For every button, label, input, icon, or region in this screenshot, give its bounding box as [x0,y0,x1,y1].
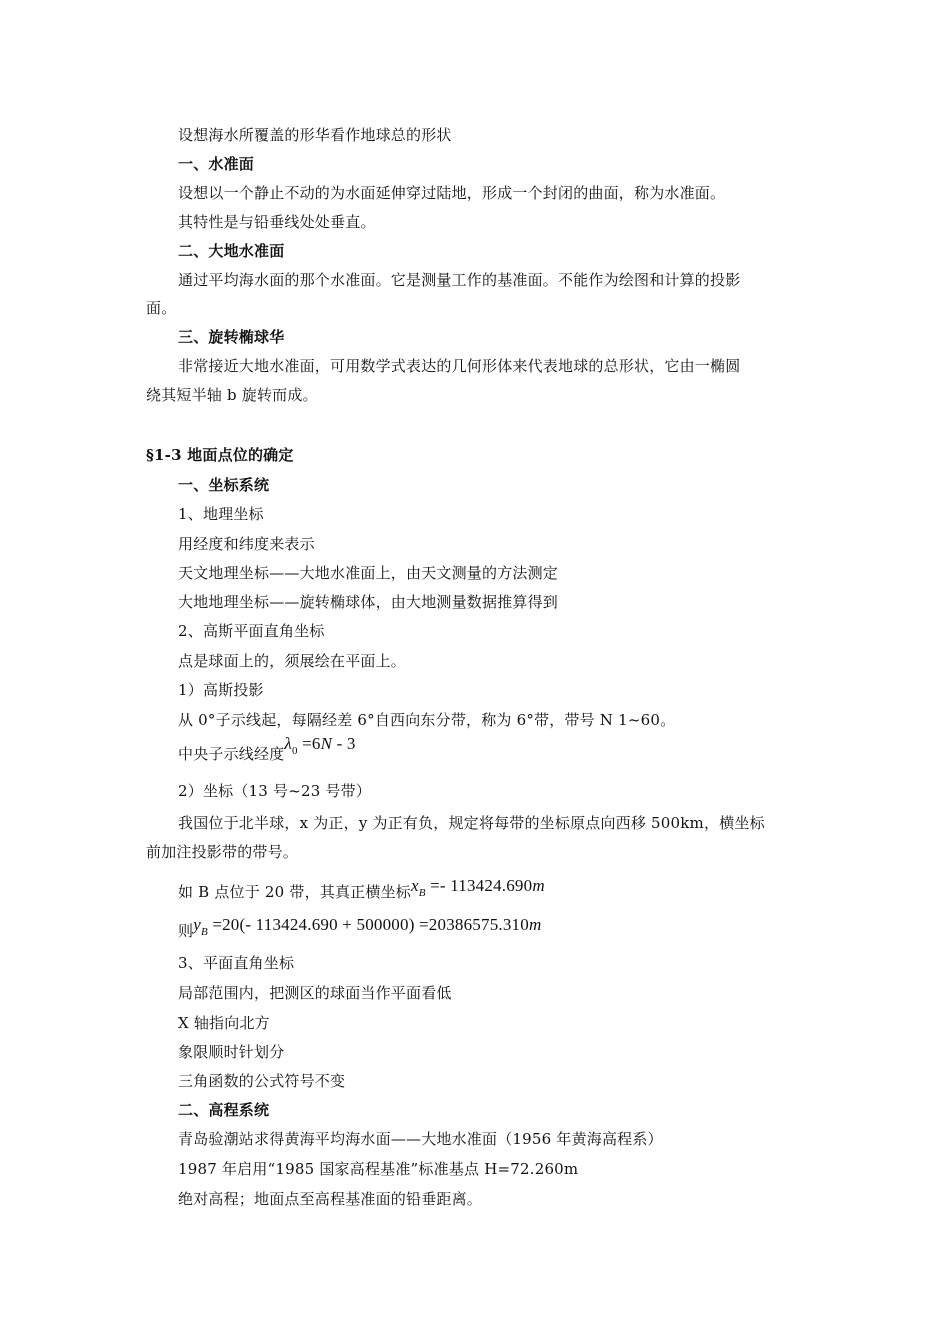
heading-height-system: 二、高程系统 [178,1101,270,1119]
paragraph-geodetic-coords: 大地地理坐标——旋转椭球体，由大地测量数据推算得到 [178,593,559,611]
heading-level-surface: 一、水准面 [178,155,255,173]
paragraph-ellipsoid-line1: 非常接近大地水准面，可用数学式表达的几何形体来代表地球的总形状，它由一椭圆 [178,357,741,375]
formula-line-xb [178,876,545,904]
subheading-gauss-coords: 2、高斯平面直角坐标 [178,622,325,640]
formula-central-meridian: $\lambda_0 =6N - 3$ [284,734,356,757]
formula-line-yb [178,915,542,943]
formula-label: 则 [178,922,194,940]
subheading-gauss-projection: 1）高斯投影 [178,681,264,699]
paragraph-sphere-to-plane: 点是球面上的，须展绘在平面上。 [178,652,407,670]
paragraph-level-surface-def: 设想以一个静止不动的为水面延伸穿过陆地，形成一个封闭的曲面，称为水准面。 [178,184,726,202]
paragraph-ellipsoid-line2: 绕其短半轴 b 旋转而成。 [146,386,318,404]
heading-geoid: 二、大地水准面 [178,242,285,260]
paragraph-quadrants-clockwise: 象限顺时针划分 [178,1043,285,1061]
paragraph-zone-division: 从 0°子示线起，每隔经差 6°自西向东分带，称为 6°带，带号 N 1~60。 [178,711,676,729]
formula-xb: $x_B =- 113424.690m$ [410,876,545,899]
paragraph-lat-long: 用经度和纬度来表示 [178,535,315,553]
formula-line-central-meridian [178,734,356,766]
paragraph-absolute-height: 绝对高程；地面点至高程基准面的铅垂距离。 [178,1190,483,1208]
formula-label: 如 B 点位于 20 带，其真正横坐标 [178,883,411,901]
formula-label: 中央子示线经度 [178,745,285,763]
section-heading: §1-3 地面点位的确定 [146,446,294,464]
paragraph-level-surface-property: 其特性是与铅垂线处处垂直。 [178,213,376,231]
subheading-coordinates: 2）坐标（13 号~23 号带） [178,782,372,800]
heading-coordinate-system: 一、坐标系统 [178,476,270,494]
paragraph-local-plane: 局部范围内，把测区的球面当作平面看低 [178,984,452,1002]
subheading-geographic-coords: 1、地理坐标 [178,505,264,523]
formula-yb: $y_B =20(-$ 113424.690 + 500000) =20386575.310m [193,915,542,938]
paragraph-1985-datum: 1987 年启用“1985 国家高程基准”标准基点 H=72.260m [178,1160,579,1178]
paragraph-qingdao-tide: 青岛验潮站求得黄海平均海水面——大地水准面（1956 年黄海高程系） [178,1130,663,1148]
paragraph-geoid-line1: 通过平均海水面的那个水准面。它是测量工作的基准面。不能作为绘图和计算的投影 [178,271,741,289]
paragraph-intro: 设想海水所覆盖的形华看作地球总的形状 [178,126,452,144]
paragraph-x-axis-north: X 轴指向北方 [178,1014,270,1032]
paragraph-trig-signs: 三角函数的公式符号不变 [178,1072,346,1090]
paragraph-geoid-line2: 面。 [146,299,177,317]
paragraph-false-easting-line1: 我国位于北半球，x 为正，y 为正有负，规定将每带的坐标原点向西移 500km，横坐标 [178,814,765,832]
subheading-plane-coords: 3、平面直角坐标 [178,954,295,972]
paragraph-astronomic-coords: 天文地理坐标——大地水准面上，由天文测量的方法测定 [178,564,559,582]
paragraph-false-easting-line2: 前加注投影带的带号。 [146,843,299,861]
heading-ellipsoid: 三、旋转椭球华 [178,328,285,346]
